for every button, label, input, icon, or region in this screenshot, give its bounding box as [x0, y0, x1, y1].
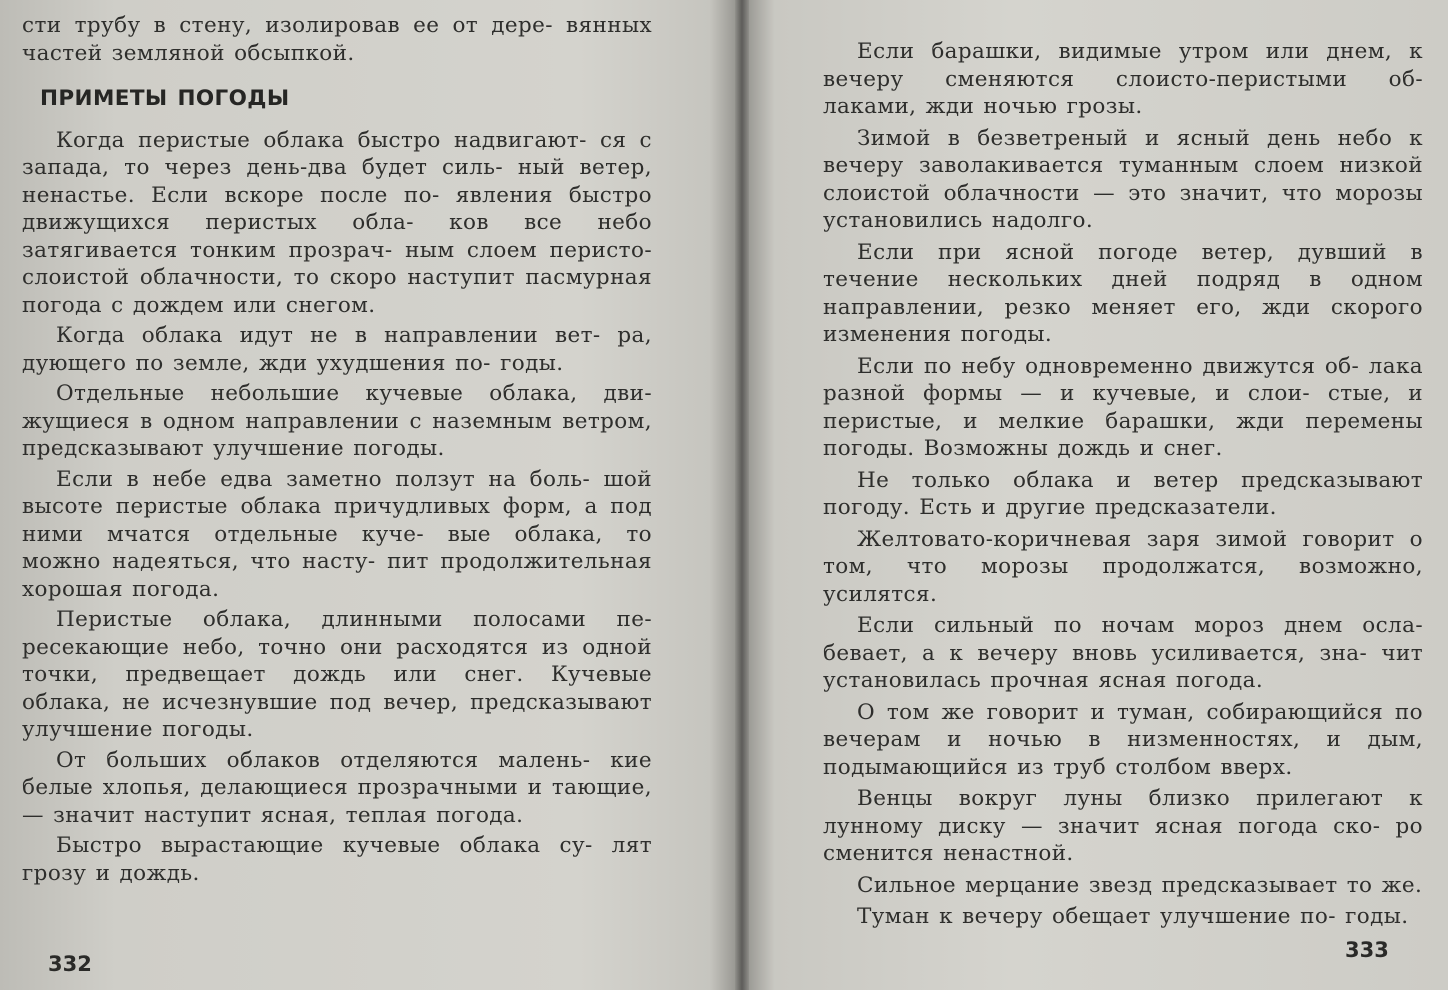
paragraph: Сильное мерцание звезд предсказывает то же.	[857, 872, 1423, 898]
paragraph: О том же говорит и туман, собирающийся по вечерам и ночью в низменностях, и дым, подымающийся из труб столбом вверх.	[823, 699, 1423, 780]
paragraph: Перистые облака, длинными полосами пе- ресекающие небо, точно они расходятся из одной точки, предвещает дождь или снег. Кучевые облака, не исчезнувшие под вечер, предсказывают улучшение погоды.	[22, 607, 652, 742]
paragraph: Если в небе едва заметно ползут на боль- шой высоте перистые облака причудливых форм, а под ними мчатся отдельные куче- вые облака, то можно надеяться, что насту- пит продолжительная хорошая погода.	[22, 466, 652, 602]
page-number: 333	[1345, 938, 1389, 962]
paragraph: Отдельные небольшие кучевые облака, дви- жущиеся в одном направлении с наземным ветром, предсказывают улучшение погоды.	[22, 381, 652, 461]
paragraph: От больших облаков отделяются малень- кие белые хлопья, делающиеся прозрачными и тающие, — значит наступит ясная, теплая погода.	[22, 747, 652, 828]
continuation-text: сти трубу в стену, изолировав ее от дере- вянных частей земляной обсыпкой.	[22, 13, 652, 66]
paragraph: Не только облака и ветер предсказывают погоду. Есть и другие предсказатели.	[823, 467, 1423, 520]
right-page-text	[823, 38, 1423, 935]
paragraph: Зимой в безветреный и ясный день небо к вечеру заволакивается туманным слоем низкой слоистой облачности — это значит, что морозы установились надолго.	[823, 125, 1423, 233]
page-number: 332	[48, 952, 92, 976]
right-page	[749, 0, 1448, 990]
section-heading: ПРИМЕТЫ ПОГОДЫ	[40, 86, 290, 111]
paragraph: Если барашки, видимые утром или днем, к вечеру сменяются слоисто-перистыми об- лаками, жди ночью грозы.	[823, 39, 1423, 119]
paragraph: Венцы вокруг луны близко прилегают к лунному диску — значит ясная погода ско- ро сменится ненастной.	[823, 786, 1423, 866]
paragraph: Туман к вечеру обещает улучшение по- годы.	[857, 904, 1409, 929]
paragraph: Желтовато-коричневая заря зимой говорит о том, что морозы продолжатся, возможно, усилятся.	[823, 526, 1423, 607]
paragraph: Когда перистые облака быстро надвигают- ся с запада, то через день-два будет силь- ный ветер, ненастье. Если вскоре после по- явления быстро движущихся перистых обла- ков все небо затягивается тонким прозрач- ным слоем перисто-слоистой облачности, то скоро наступит пасмурная погода с дождем или снегом.	[22, 127, 652, 318]
paragraph: Если сильный по ночам мороз днем осла- бевает, а к вечеру вновь усиливается, зна- чит установилась прочная ясная погода.	[823, 613, 1423, 693]
paragraph: Если при ясной погоде ветер, дувший в течение нескольких дней подряд в одном направлении, резко меняет его, жди скорого изменения погоды.	[823, 239, 1423, 347]
paragraph: Если по небу одновременно движутся об- лака разной формы — и кучевые, и слои- стые, и перистые, и мелкие барашки, жди перемены погоды. Возможны дождь и снег.	[823, 353, 1423, 461]
book-gutter	[735, 0, 749, 990]
paragraph: Быстро вырастающие кучевые облака су- лят грозу и дождь.	[22, 833, 652, 886]
paragraph: Когда облака идут не в направлении вет- ра, дующего по земле, жди ухудшения по- годы.	[22, 323, 652, 376]
left-page-text	[22, 12, 652, 890]
